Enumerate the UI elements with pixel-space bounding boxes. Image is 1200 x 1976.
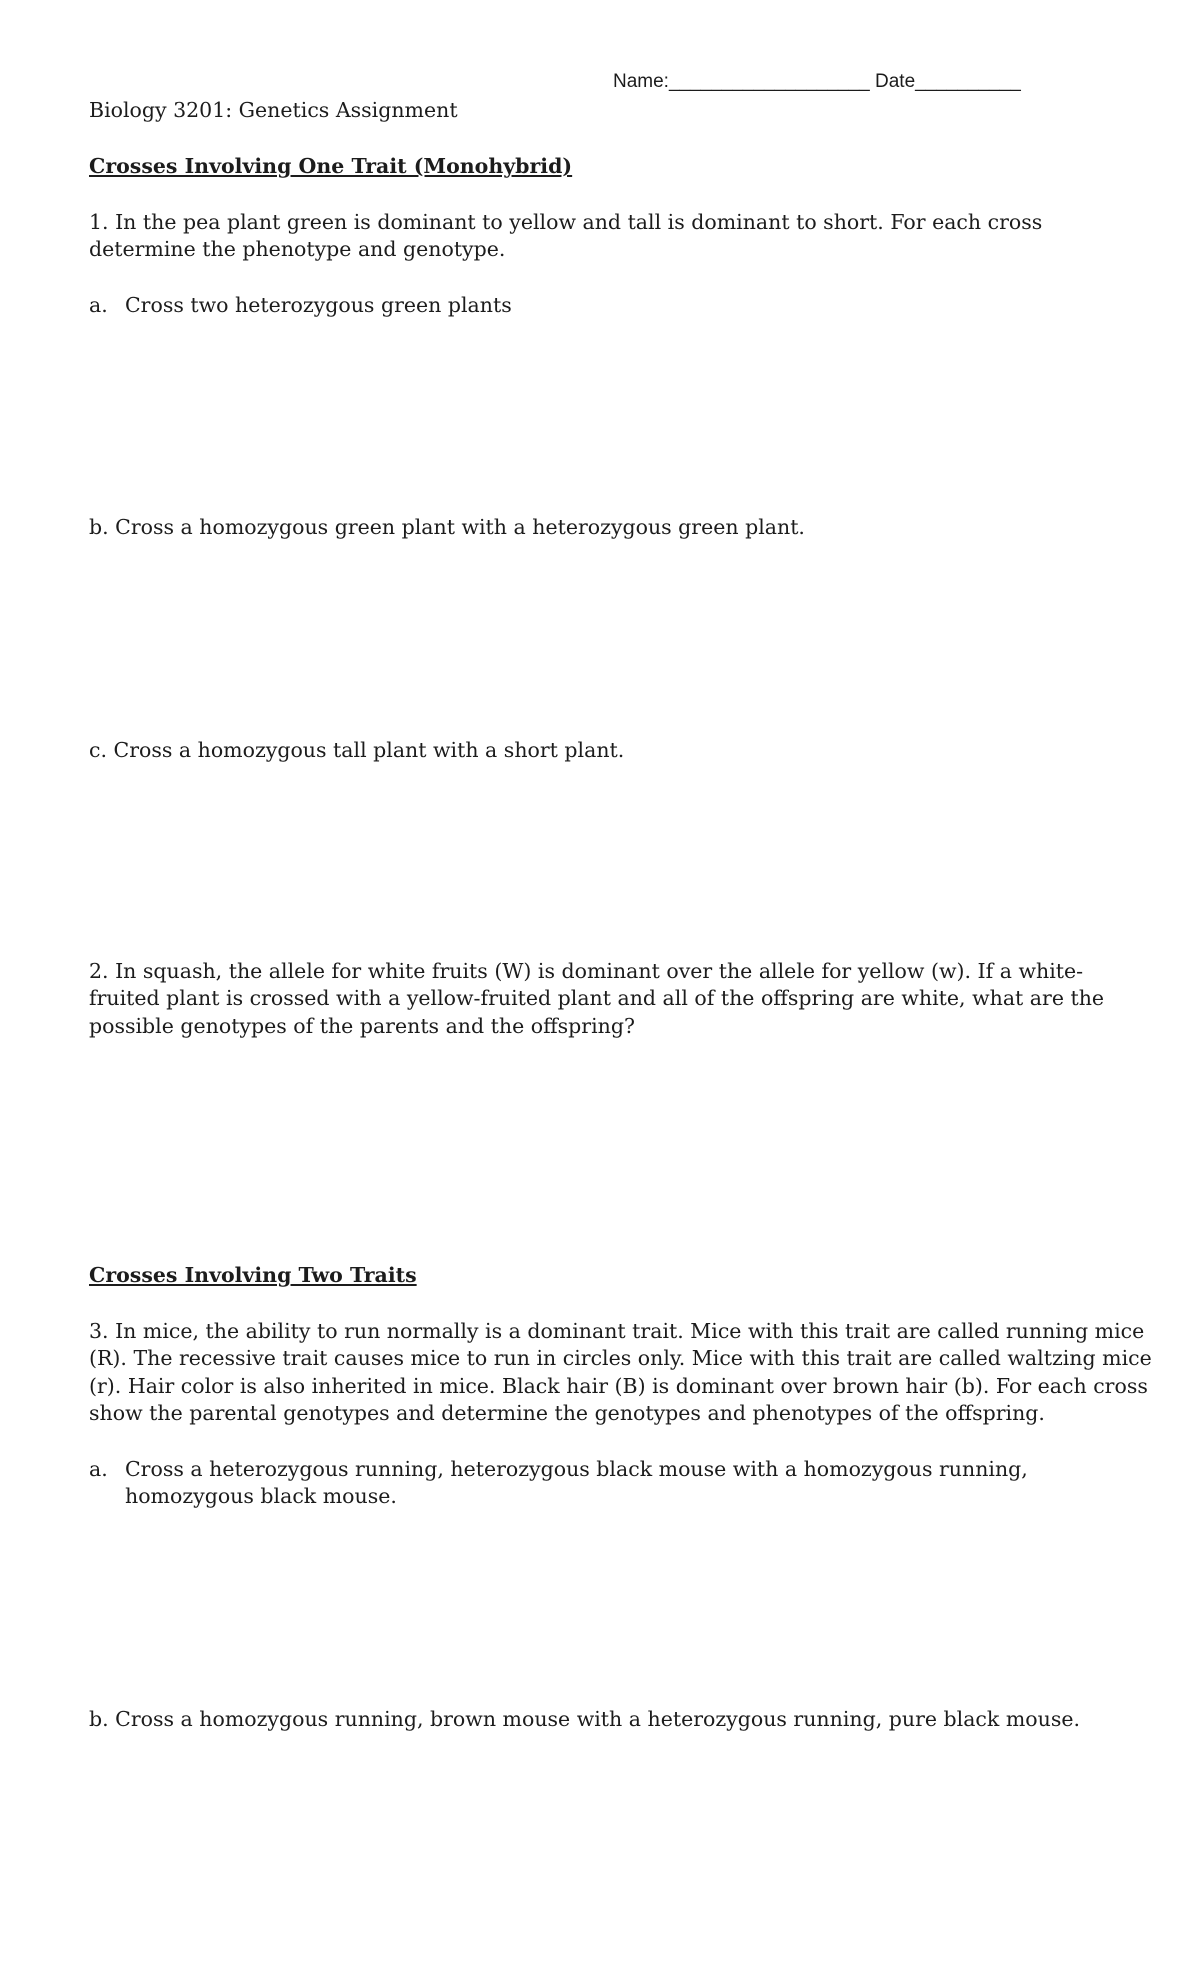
- question-3-line-4: show the parental genotypes and determine the genotypes and phenotypes of the offspring.: [89, 1401, 1045, 1425]
- question-1-line-1: 1. In the pea plant green is dominant to yellow and tall is dominant to short. For each cross: [89, 210, 1043, 234]
- name-field: Name:___________________: [613, 71, 870, 92]
- question-3a-line-2: homozygous black mouse.: [125, 1484, 397, 1508]
- question-3-line-1: 3. In mice, the ability to run normally is a dominant trait. Mice with this trait are called running mice: [89, 1319, 1145, 1343]
- name-date-fields: [613, 71, 1021, 93]
- course-title: Biology 3201: Genetics Assignment: [89, 98, 458, 122]
- question-2-line-2: fruited plant is crossed with a yellow-fruited plant and all of the offspring are white, what are the: [89, 986, 1105, 1010]
- question-1b: b. Cross a homozygous green plant with a heterozygous green plant.: [89, 515, 805, 539]
- question-3a-text: Cross a heterozygous running, heterozygous black mouse with a homozygous running,: [125, 1457, 1028, 1481]
- question-2-line-1: 2. In squash, the allele for white fruits (W) is dominant over the allele for yellow (w). If a white-: [89, 959, 1084, 983]
- question-1a: [89, 292, 512, 320]
- question-3b: b. Cross a homozygous running, brown mouse with a heterozygous running, pure black mouse.: [89, 1707, 1080, 1731]
- question-1a-label: a.: [89, 293, 108, 317]
- question-3-line-2: (R). The recessive trait causes mice to run in circles only. Mice with this trait are called waltzing mice: [89, 1346, 1152, 1370]
- section-heading-two-traits: Crosses Involving Two Traits: [89, 1263, 417, 1287]
- question-2-line-3: possible genotypes of the parents and the offspring?: [89, 1014, 635, 1038]
- question-3a-label: a.: [89, 1457, 108, 1481]
- date-field: Date__________: [875, 71, 1021, 92]
- section-heading-monohybrid: Crosses Involving One Trait (Monohybrid): [89, 154, 573, 178]
- question-3a-line-1: [89, 1456, 1028, 1484]
- question-1-line-2: determine the phenotype and genotype.: [89, 237, 506, 261]
- question-1c: c. Cross a homozygous tall plant with a short plant.: [89, 738, 625, 762]
- question-1a-text: Cross two heterozygous green plants: [125, 293, 512, 317]
- question-3-line-3: (r). Hair color is also inherited in mice. Black hair (B) is dominant over brown hair (b). For each cross: [89, 1374, 1148, 1398]
